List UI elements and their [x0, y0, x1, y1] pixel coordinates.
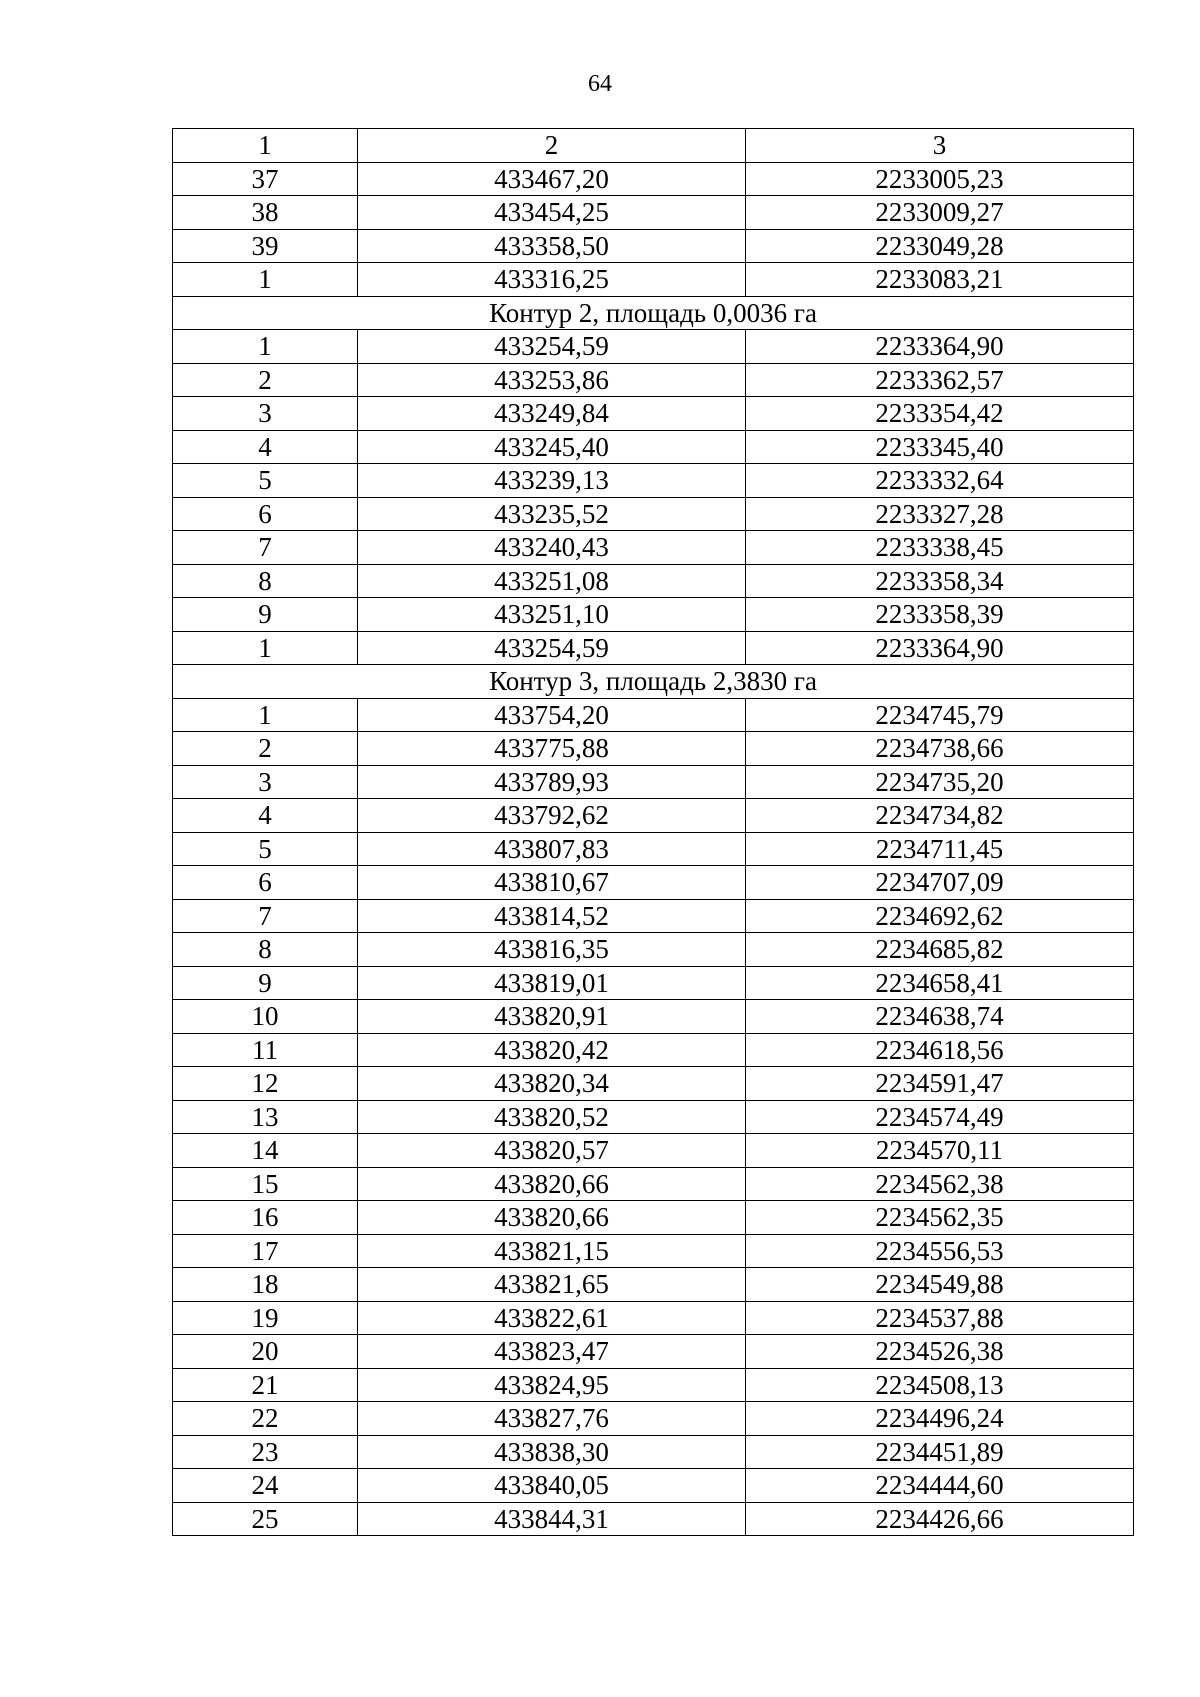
point-number-cell: 21 [173, 1368, 358, 1402]
header-cell-point: 1 [173, 129, 358, 163]
table-row [173, 564, 1134, 598]
x-coordinate-cell: 433249,84 [358, 397, 746, 431]
y-coordinate-cell: 2234734,82 [746, 799, 1134, 833]
table-row [173, 229, 1134, 263]
point-number-cell: 8 [173, 933, 358, 967]
x-coordinate-cell: 433792,62 [358, 799, 746, 833]
point-number-cell: 18 [173, 1268, 358, 1302]
table-row [173, 899, 1134, 933]
y-coordinate-cell: 2234562,35 [746, 1201, 1134, 1235]
point-number-cell: 23 [173, 1435, 358, 1469]
x-coordinate-cell: 433235,52 [358, 497, 746, 531]
point-number-cell: 37 [173, 162, 358, 196]
table-row [173, 966, 1134, 1000]
point-number-cell: 19 [173, 1301, 358, 1335]
y-coordinate-cell: 2233338,45 [746, 531, 1134, 565]
x-coordinate-cell: 433824,95 [358, 1368, 746, 1402]
y-coordinate-cell: 2233332,64 [746, 464, 1134, 498]
table-row [173, 464, 1134, 498]
table-row [173, 933, 1134, 967]
table-row [173, 330, 1134, 364]
x-coordinate-cell: 433254,59 [358, 631, 746, 665]
y-coordinate-cell: 2234707,09 [746, 866, 1134, 900]
x-coordinate-cell: 433844,31 [358, 1502, 746, 1536]
y-coordinate-cell: 2234526,38 [746, 1335, 1134, 1369]
y-coordinate-cell: 2234735,20 [746, 765, 1134, 799]
point-number-cell: 16 [173, 1201, 358, 1235]
y-coordinate-cell: 2234618,56 [746, 1033, 1134, 1067]
y-coordinate-cell: 2234591,47 [746, 1067, 1134, 1101]
x-coordinate-cell: 433240,43 [358, 531, 746, 565]
x-coordinate-cell: 433775,88 [358, 732, 746, 766]
point-number-cell: 38 [173, 196, 358, 230]
y-coordinate-cell: 2234711,45 [746, 832, 1134, 866]
point-number-cell: 2 [173, 363, 358, 397]
table-row [173, 1502, 1134, 1536]
y-coordinate-cell: 2234574,49 [746, 1100, 1134, 1134]
x-coordinate-cell: 433814,52 [358, 899, 746, 933]
x-coordinate-cell: 433251,10 [358, 598, 746, 632]
table-row [173, 1100, 1134, 1134]
y-coordinate-cell: 2233358,39 [746, 598, 1134, 632]
point-number-cell: 6 [173, 497, 358, 531]
x-coordinate-cell: 433822,61 [358, 1301, 746, 1335]
point-number-cell: 11 [173, 1033, 358, 1067]
y-coordinate-cell: 2234745,79 [746, 698, 1134, 732]
table-row [173, 698, 1134, 732]
y-coordinate-cell: 2234537,88 [746, 1301, 1134, 1335]
x-coordinate-cell: 433754,20 [358, 698, 746, 732]
table-row [173, 531, 1134, 565]
point-number-cell: 9 [173, 598, 358, 632]
table-row [173, 497, 1134, 531]
point-number-cell: 3 [173, 397, 358, 431]
x-coordinate-cell: 433821,65 [358, 1268, 746, 1302]
y-coordinate-cell: 2234496,24 [746, 1402, 1134, 1436]
x-coordinate-cell: 433251,08 [358, 564, 746, 598]
x-coordinate-cell: 433820,91 [358, 1000, 746, 1034]
section-header-row [173, 296, 1134, 330]
x-coordinate-cell: 433820,57 [358, 1134, 746, 1168]
table-row [173, 1469, 1134, 1503]
table-row [173, 397, 1134, 431]
y-coordinate-cell: 2233362,57 [746, 363, 1134, 397]
point-number-cell: 7 [173, 531, 358, 565]
section-title: Контур 3, площадь 2,3830 га [173, 665, 1134, 699]
point-number-cell: 13 [173, 1100, 358, 1134]
coordinates-table [172, 128, 1134, 1536]
coordinates-table-body [173, 129, 1134, 1536]
x-coordinate-cell: 433245,40 [358, 430, 746, 464]
x-coordinate-cell: 433789,93 [358, 765, 746, 799]
point-number-cell: 1 [173, 631, 358, 665]
x-coordinate-cell: 433823,47 [358, 1335, 746, 1369]
table-row [173, 1201, 1134, 1235]
y-coordinate-cell: 2234685,82 [746, 933, 1134, 967]
table-row [173, 1134, 1134, 1168]
table-row [173, 430, 1134, 464]
x-coordinate-cell: 433820,42 [358, 1033, 746, 1067]
y-coordinate-cell: 2233009,27 [746, 196, 1134, 230]
point-number-cell: 6 [173, 866, 358, 900]
y-coordinate-cell: 2234658,41 [746, 966, 1134, 1000]
table-row [173, 1067, 1134, 1101]
point-number-cell: 1 [173, 698, 358, 732]
point-number-cell: 24 [173, 1469, 358, 1503]
point-number-cell: 14 [173, 1134, 358, 1168]
x-coordinate-cell: 433254,59 [358, 330, 746, 364]
table-row [173, 732, 1134, 766]
point-number-cell: 1 [173, 263, 358, 297]
y-coordinate-cell: 2233354,42 [746, 397, 1134, 431]
table-row [173, 832, 1134, 866]
section-title: Контур 2, площадь 0,0036 га [173, 296, 1134, 330]
y-coordinate-cell: 2233364,90 [746, 330, 1134, 364]
x-coordinate-cell: 433816,35 [358, 933, 746, 967]
table-row [173, 598, 1134, 632]
table-row [173, 196, 1134, 230]
table-row [173, 1335, 1134, 1369]
point-number-cell: 12 [173, 1067, 358, 1101]
x-coordinate-cell: 433819,01 [358, 966, 746, 1000]
x-coordinate-cell: 433807,83 [358, 832, 746, 866]
y-coordinate-cell: 2233049,28 [746, 229, 1134, 263]
point-number-cell: 15 [173, 1167, 358, 1201]
y-coordinate-cell: 2234562,38 [746, 1167, 1134, 1201]
section-header-row [173, 665, 1134, 699]
point-number-cell: 1 [173, 330, 358, 364]
x-coordinate-cell: 433820,52 [358, 1100, 746, 1134]
point-number-cell: 22 [173, 1402, 358, 1436]
x-coordinate-cell: 433820,66 [358, 1201, 746, 1235]
y-coordinate-cell: 2234451,89 [746, 1435, 1134, 1469]
x-coordinate-cell: 433253,86 [358, 363, 746, 397]
point-number-cell: 25 [173, 1502, 358, 1536]
table-row [173, 1435, 1134, 1469]
point-number-cell: 7 [173, 899, 358, 933]
point-number-cell: 5 [173, 832, 358, 866]
table-row [173, 1234, 1134, 1268]
point-number-cell: 4 [173, 799, 358, 833]
y-coordinate-cell: 2234556,53 [746, 1234, 1134, 1268]
table-row [173, 1000, 1134, 1034]
point-number-cell: 9 [173, 966, 358, 1000]
table-row [173, 263, 1134, 297]
header-cell-y: 3 [746, 129, 1134, 163]
point-number-cell: 39 [173, 229, 358, 263]
point-number-cell: 17 [173, 1234, 358, 1268]
point-number-cell: 10 [173, 1000, 358, 1034]
header-cell-x: 2 [358, 129, 746, 163]
x-coordinate-cell: 433820,66 [358, 1167, 746, 1201]
table-row [173, 1301, 1134, 1335]
y-coordinate-cell: 2234426,66 [746, 1502, 1134, 1536]
header-row [173, 129, 1134, 163]
table-row [173, 1167, 1134, 1201]
y-coordinate-cell: 2234444,60 [746, 1469, 1134, 1503]
table-row [173, 1368, 1134, 1402]
table-row [173, 1268, 1134, 1302]
y-coordinate-cell: 2233327,28 [746, 497, 1134, 531]
page-number: 64 [588, 71, 612, 97]
y-coordinate-cell: 2233345,40 [746, 430, 1134, 464]
x-coordinate-cell: 433358,50 [358, 229, 746, 263]
table-row [173, 1033, 1134, 1067]
x-coordinate-cell: 433840,05 [358, 1469, 746, 1503]
y-coordinate-cell: 2234638,74 [746, 1000, 1134, 1034]
y-coordinate-cell: 2234692,62 [746, 899, 1134, 933]
y-coordinate-cell: 2233364,90 [746, 631, 1134, 665]
point-number-cell: 2 [173, 732, 358, 766]
table-row [173, 866, 1134, 900]
x-coordinate-cell: 433821,15 [358, 1234, 746, 1268]
table-row [173, 799, 1134, 833]
table-row [173, 1402, 1134, 1436]
y-coordinate-cell: 2234570,11 [746, 1134, 1134, 1168]
y-coordinate-cell: 2233083,21 [746, 263, 1134, 297]
x-coordinate-cell: 433838,30 [358, 1435, 746, 1469]
table-row [173, 363, 1134, 397]
point-number-cell: 5 [173, 464, 358, 498]
point-number-cell: 4 [173, 430, 358, 464]
table-row [173, 631, 1134, 665]
x-coordinate-cell: 433316,25 [358, 263, 746, 297]
x-coordinate-cell: 433810,67 [358, 866, 746, 900]
x-coordinate-cell: 433467,20 [358, 162, 746, 196]
table-row [173, 162, 1134, 196]
y-coordinate-cell: 2233358,34 [746, 564, 1134, 598]
x-coordinate-cell: 433239,13 [358, 464, 746, 498]
x-coordinate-cell: 433827,76 [358, 1402, 746, 1436]
y-coordinate-cell: 2233005,23 [746, 162, 1134, 196]
point-number-cell: 20 [173, 1335, 358, 1369]
y-coordinate-cell: 2234549,88 [746, 1268, 1134, 1302]
x-coordinate-cell: 433454,25 [358, 196, 746, 230]
point-number-cell: 8 [173, 564, 358, 598]
y-coordinate-cell: 2234738,66 [746, 732, 1134, 766]
x-coordinate-cell: 433820,34 [358, 1067, 746, 1101]
y-coordinate-cell: 2234508,13 [746, 1368, 1134, 1402]
table-row [173, 765, 1134, 799]
point-number-cell: 3 [173, 765, 358, 799]
